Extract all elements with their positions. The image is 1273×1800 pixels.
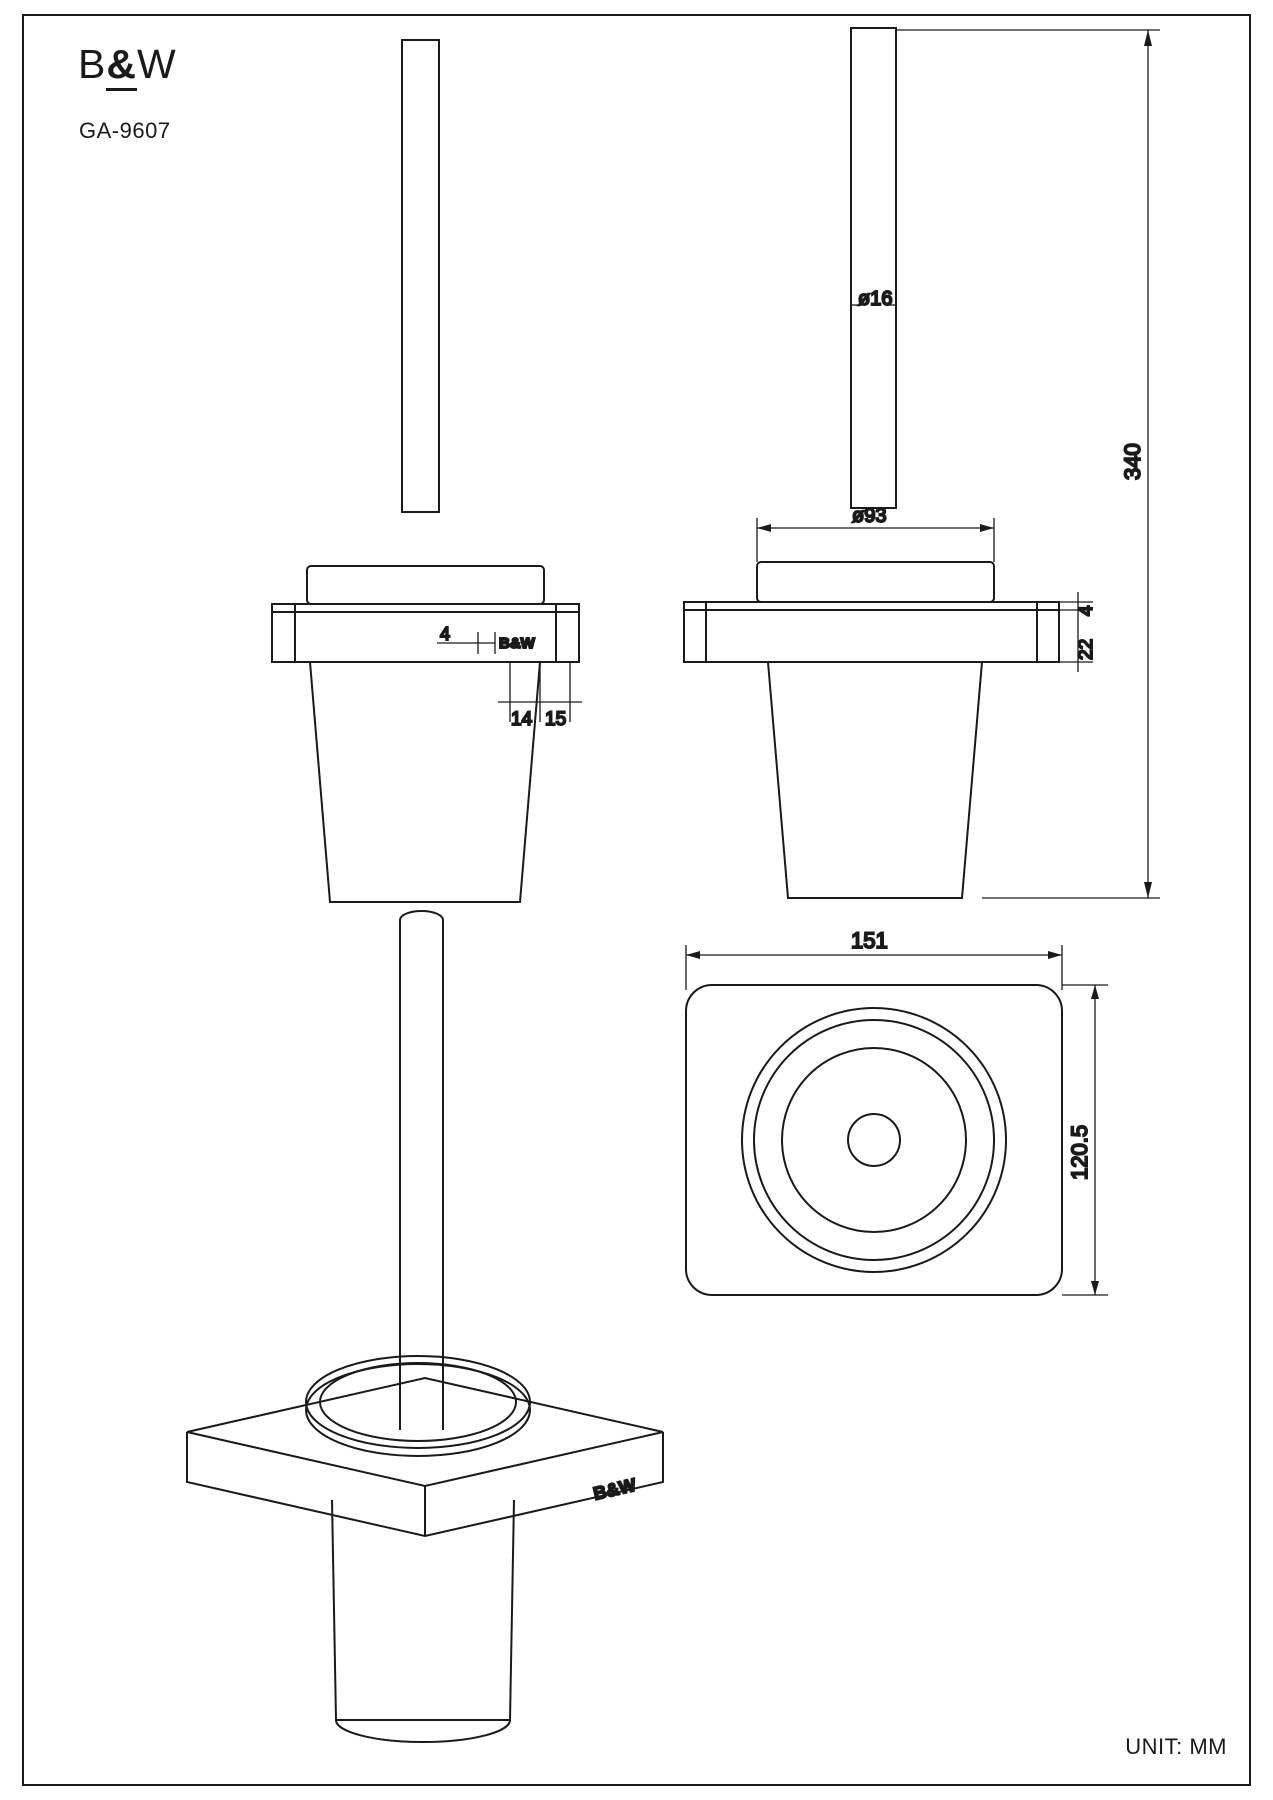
sheet-border	[22, 14, 1251, 1786]
unit-note: UNIT: MM	[1125, 1734, 1227, 1759]
front-dim-15-label: 15	[545, 709, 567, 730]
side-dim-340-label: 340	[1120, 443, 1145, 480]
top-dim-151-label: 151	[851, 928, 888, 953]
side-dim-93-label: ø93	[852, 505, 887, 527]
front-dim-14-label: 14	[511, 709, 533, 730]
side-dim-4-label: 4	[1076, 605, 1097, 616]
front-dim-4-label: 4	[440, 624, 451, 644]
brand-logo-w: W	[136, 41, 177, 87]
top-dim-1205-label: 120.5	[1067, 1124, 1092, 1180]
model-number: GA-9607	[79, 118, 171, 143]
side-dim-16-label: ø16	[858, 288, 893, 310]
iso-plate-logo: B&W	[591, 1474, 638, 1504]
brand-logo-b: B	[78, 41, 107, 87]
brand-logo	[78, 41, 177, 87]
front-plate-logo: B&W	[499, 635, 535, 652]
side-dim-22-label: 22	[1076, 638, 1097, 660]
brand-logo-amp: &	[106, 41, 137, 91]
